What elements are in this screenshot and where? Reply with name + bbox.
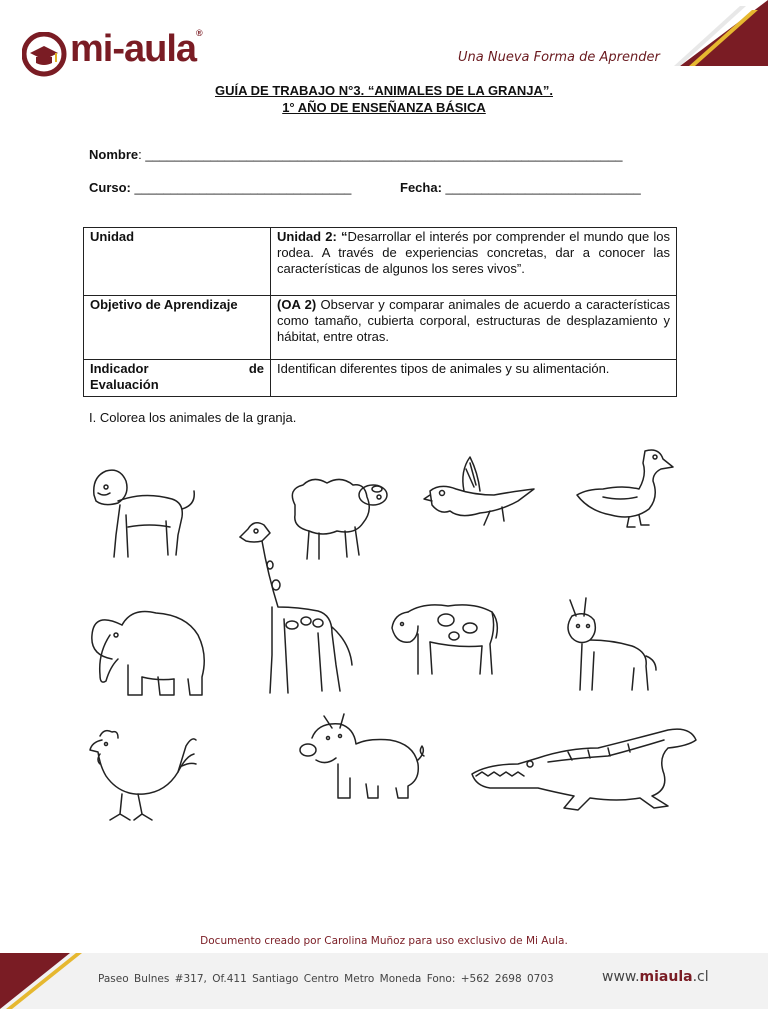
tagline: Una Nueva Forma de Aprender — [458, 50, 660, 65]
graduation-cap-icon — [22, 32, 68, 78]
table-row — [84, 296, 677, 360]
instruction: I. Colorea los animales de la granja. — [89, 410, 297, 425]
footer-note: Documento creado por Carolina Muñoz para uso exclusivo de Mi Aula. — [200, 935, 568, 947]
nombre-line: : __________________________________________________________________ — [138, 147, 623, 162]
pig-drawing[interactable] — [298, 708, 430, 803]
lion-drawing[interactable] — [84, 465, 204, 565]
fecha-line: ___________________________ — [445, 180, 641, 195]
row-label: Indicador de Evaluación — [84, 360, 271, 397]
worksheet-subtitle: 1° AÑO DE ENSEÑANZA BÁSICA — [282, 100, 486, 115]
logo-text: mi-aula® — [70, 28, 202, 70]
fecha-field[interactable] — [400, 180, 641, 195]
footer-address: Paseo Bulnes #317, Of.411 Santiago Centro Metro Moneda Fono: +562 2698 0703 — [98, 973, 554, 985]
row-label: Unidad — [84, 228, 271, 296]
row-content: Unidad 2: “Desarrollar el interés por comprender el mundo que los rodea. A través de experiencias concretas, dar a conocer las características de algunos los seres vivos”. — [271, 228, 677, 296]
info-table — [83, 227, 677, 397]
fecha-label: Fecha: — [400, 180, 442, 195]
cow-drawing[interactable] — [388, 598, 500, 683]
footer-corner-stripes — [0, 953, 90, 1009]
giraffe-drawing[interactable] — [232, 515, 357, 700]
row-content: Identifican diferentes tipos de animales y su alimentación. — [271, 360, 677, 397]
crocodile-drawing[interactable] — [468, 718, 700, 820]
nombre-field[interactable] — [89, 147, 623, 162]
table-row — [84, 228, 677, 296]
nombre-label: Nombre — [89, 147, 139, 162]
worksheet-title: GUÍA DE TRABAJO N°3. “ANIMALES DE LA GRANJA”. — [215, 83, 553, 98]
hen-drawing[interactable] — [86, 726, 198, 826]
bird-drawing[interactable] — [420, 455, 540, 530]
duck-drawing[interactable] — [573, 445, 678, 530]
curso-line: ______________________________ — [134, 180, 352, 195]
row-content: (OA 2) Observar y comparar animales de acuerdo a características como tamaño, cubierta corporal, estructuras de desplazamiento y hábitat, entre otras. — [271, 296, 677, 360]
donkey-drawing[interactable] — [560, 596, 660, 696]
curso-field[interactable] — [89, 180, 351, 195]
row-label: Objetivo de Aprendizaje — [84, 296, 271, 360]
elephant-drawing[interactable] — [86, 605, 211, 700]
curso-label: Curso: — [89, 180, 131, 195]
website-link[interactable]: www.miaula.cl — [602, 969, 709, 985]
table-row — [84, 360, 677, 397]
